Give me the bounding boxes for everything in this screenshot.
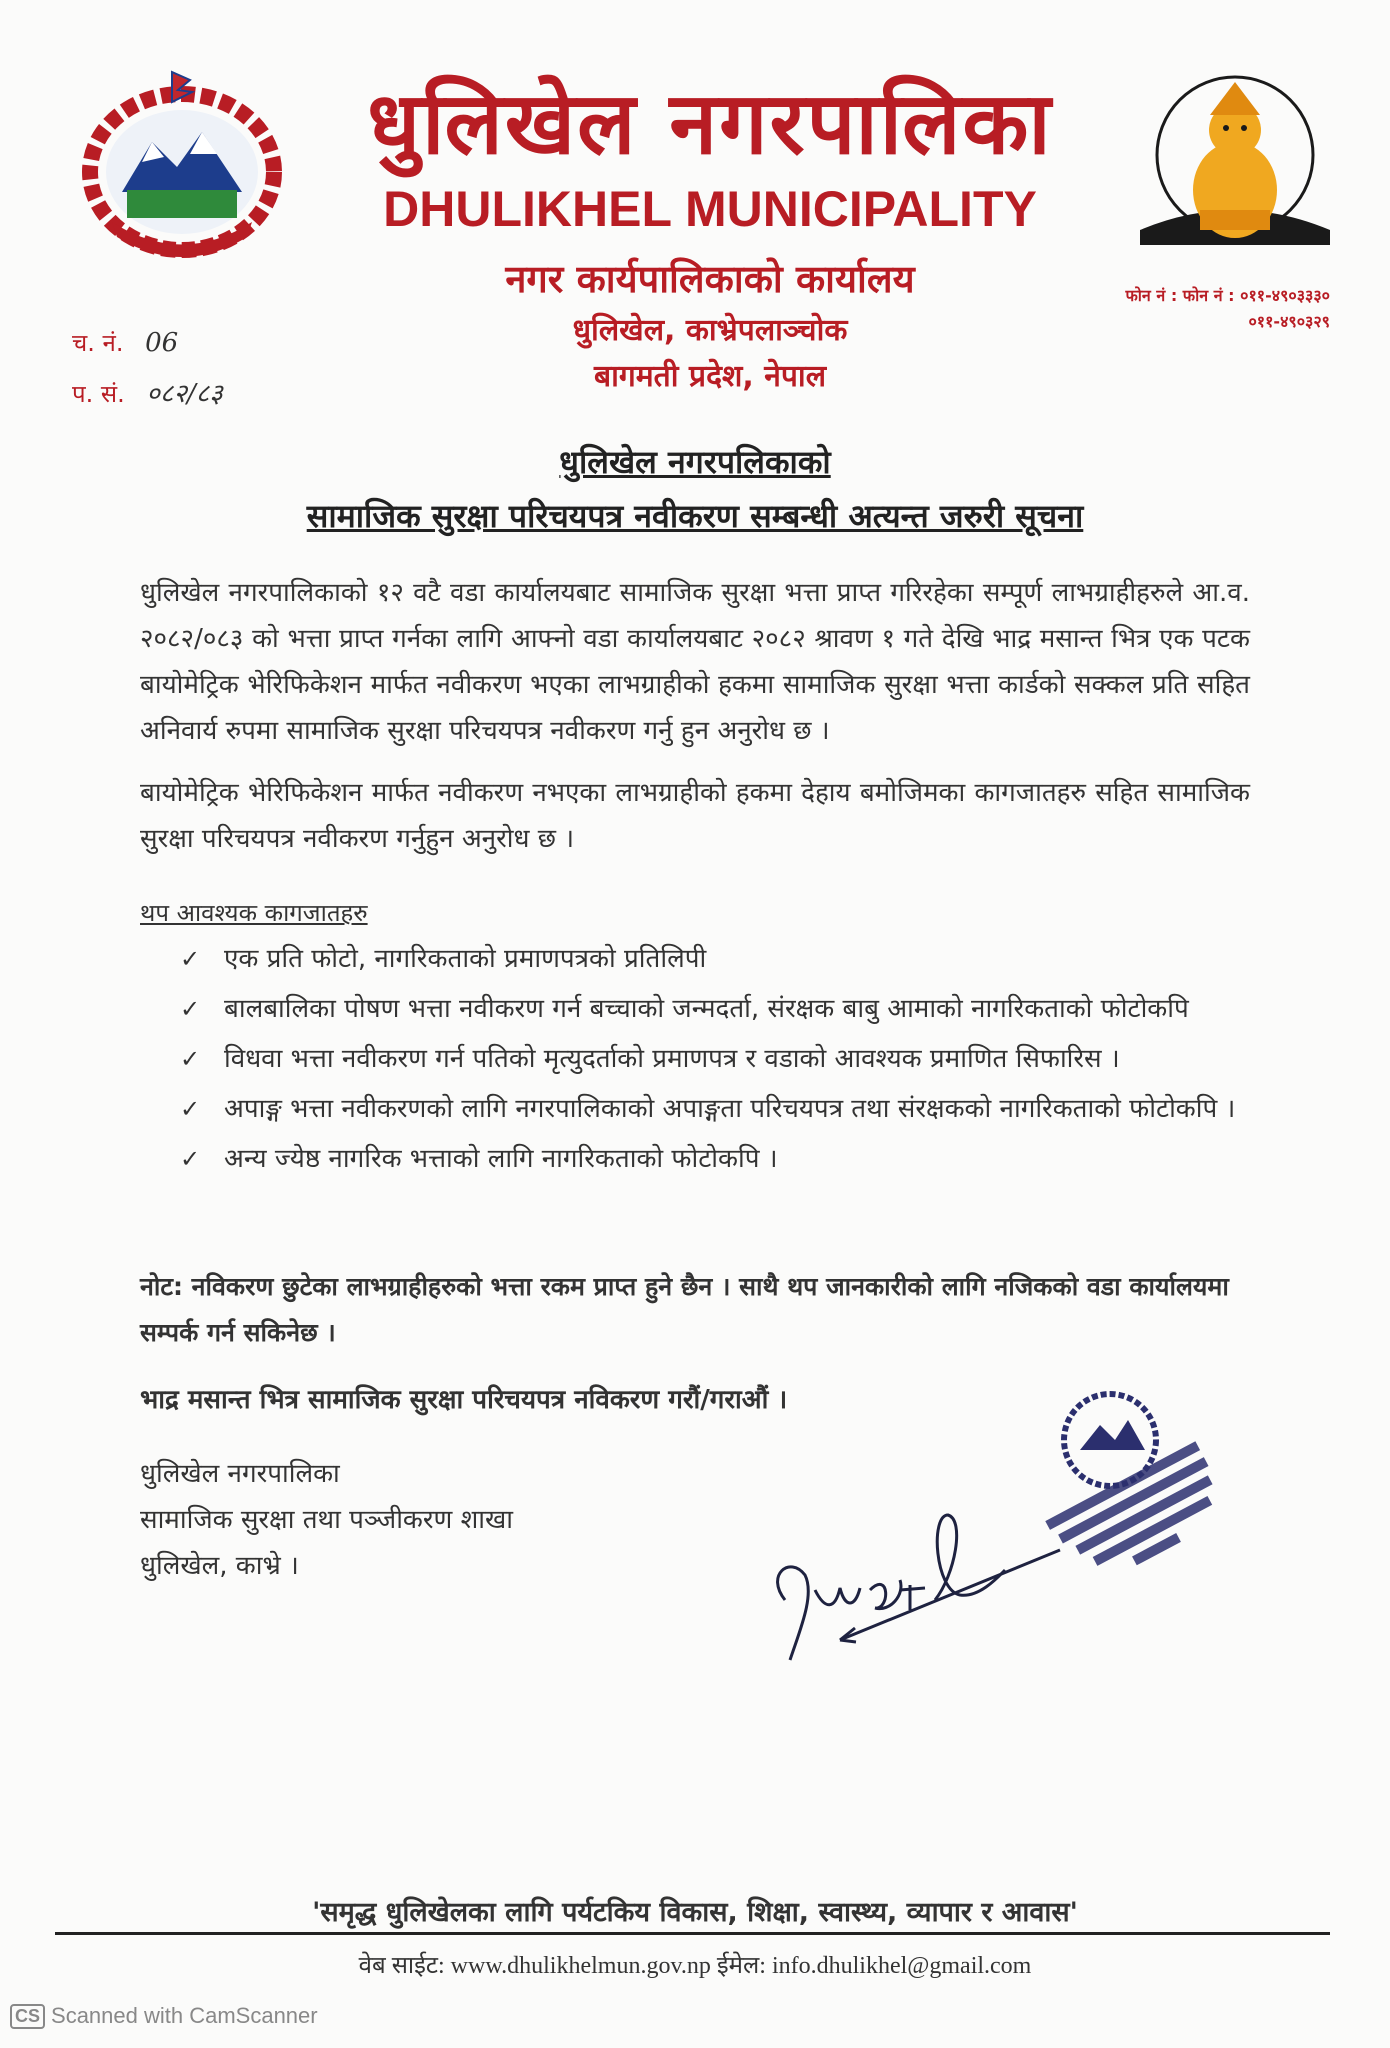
check-icon: ✓	[180, 1145, 201, 1173]
documents-list	[180, 936, 1250, 1186]
documents-heading: थप आवश्यक कागजातहरु	[140, 899, 368, 927]
deity-logo-icon	[1130, 60, 1340, 260]
check-icon: ✓	[180, 1095, 201, 1123]
municipality-name-english: DHULIKHEL MUNICIPALITY	[383, 181, 1037, 237]
list-item: ✓ अन्य ज्येष्ठ नागरिक भत्ताको लागि नागरिकताको फोटोकपि ।	[180, 1136, 1250, 1182]
notice-title-line-2: सामाजिक सुरक्षा परिचयपत्र नवीकरण सम्बन्धी अत्यन्त जरुरी सूचना	[306, 497, 1084, 535]
office-name: नगर कार्यपालिकाको कार्यालय	[505, 257, 915, 301]
nepal-emblem-icon	[72, 62, 292, 262]
phone-line-1: फोन नं : फोन नं : ०११-४९०३३३०	[1125, 286, 1330, 305]
dispatch-number-label: च. नं.	[72, 329, 124, 357]
camscanner-logo-icon: CS	[10, 2004, 45, 2029]
signature-line-1: धुलिखेल नगरपालिका	[140, 1459, 340, 1489]
signature-line-2: सामाजिक सुरक्षा तथा पञ्जीकरण शाखा	[140, 1505, 514, 1535]
notice-title-line-1: धुलिखेल नगरपलिकाको	[559, 443, 831, 481]
note-text: नोट: नविकरण छुटेका लाभग्राहीहरुको भत्ता रकम प्राप्त हुने छैन । साथै थप जानकारीको लागि नजिकको वडा कार्यालयमा सम्पर्क गर्न सकिनेछ ।	[140, 1272, 1229, 1347]
list-item: ✓ एक प्रति फोटो, नागरिकताको प्रमाणपत्रको प्रतिलिपी	[180, 936, 1250, 982]
check-icon: ✓	[180, 995, 201, 1023]
dispatch-number-value: 06	[145, 328, 179, 358]
address-line-2: बागमती प्रदेश, नेपाल	[593, 359, 827, 394]
footer-divider	[55, 1932, 1330, 1935]
list-item: ✓ अपाङ्ग भत्ता नवीकरणको लागि नगरपालिकाको अपाङ्गता परिचयपत्र तथा संरक्षकको नागरिकताको फोटोकपि ।	[180, 1086, 1250, 1132]
list-item: ✓ विधवा भत्ता नवीकरण गर्न पतिको मृत्युदर्ताको प्रमाणपत्र र वडाको आवश्यक प्रमाणित सिफारिस ।	[180, 1036, 1250, 1082]
list-item: ✓ बालबालिका पोषण भत्ता नवीकरण गर्न बच्चाको जन्मदर्ता, संरक्षक बाबु आमाको नागरिकताको फोटोकपि	[180, 986, 1250, 1032]
address-line-1: धुलिखेल, काभ्रेपलाञ्चोक	[572, 313, 848, 348]
camscanner-text: Scanned with CamScanner	[51, 2003, 318, 2028]
notice-paragraph-2: बायोमेट्रिक भेरिफिकेशन मार्फत नवीकरण नभएका लाभग्राहीको हकमा देहाय बमोजिमका कागजातहरु सहित सामाजिक सुरक्षा परिचयपत्र नवीकरण गर्नुहुन अनुरोध छ ।	[140, 778, 1250, 854]
footer-motto: 'समृद्ध धुलिखेलका लागि पर्यटकिय विकास, शिक्षा, स्वास्थ्य, व्यापार र आवास'	[312, 1897, 1078, 1928]
letter-number-value: ०८२/८३	[146, 379, 223, 409]
phone-line-2: ०११-४९०३२९	[1248, 312, 1330, 331]
letter-number-label: प. सं.	[72, 380, 125, 408]
check-icon: ✓	[180, 945, 201, 973]
municipality-name-nepali: धुलिखेल नगरपालिका	[367, 74, 1053, 174]
dispatch-number	[72, 326, 178, 359]
check-icon: ✓	[180, 1045, 201, 1073]
closing-slogan: भाद्र मसान्त भित्र सामाजिक सुरक्षा परिचयपत्र नविकरण गरौं/गराऔं ।	[140, 1385, 788, 1415]
letter-number	[72, 374, 223, 410]
signature-line-3: धुलिखेल, काभ्रे ।	[140, 1551, 299, 1581]
footer-contact: वेब साईट: www.dhulikhelmun.gov.np ईमेल: info.dhulikhel@gmail.com	[358, 1953, 1032, 1979]
camscanner-watermark	[10, 2003, 318, 2029]
official-stamp-icon	[1010, 1380, 1240, 1600]
notice-paragraph-1: धुलिखेल नगरपालिकाको १२ वटै वडा कार्यालयबाट सामाजिक सुरक्षा भत्ता प्राप्त गरिरहेका सम्पूर्ण लाभग्राहीहरुले आ.व. २०८२/०८३ को भत्ता प्राप्त गर्नका लागि आफ्नो वडा कार्यालयबाट २०८२ श्रावण १ गते देखि भाद्र मसान्त भित्र एक पटक बायोमेट्रिक भेरिफिकेशन मार्फत नवीकरण भएका लाभग्राहीको हकमा सामाजिक सुरक्षा भत्ता कार्डको सक्कल प्रति सहित अनिवार्य रुपमा सामाजिक सुरक्षा परिचयपत्र नवीकरण गर्नु हुन अनुरोध छ ।	[140, 578, 1250, 746]
